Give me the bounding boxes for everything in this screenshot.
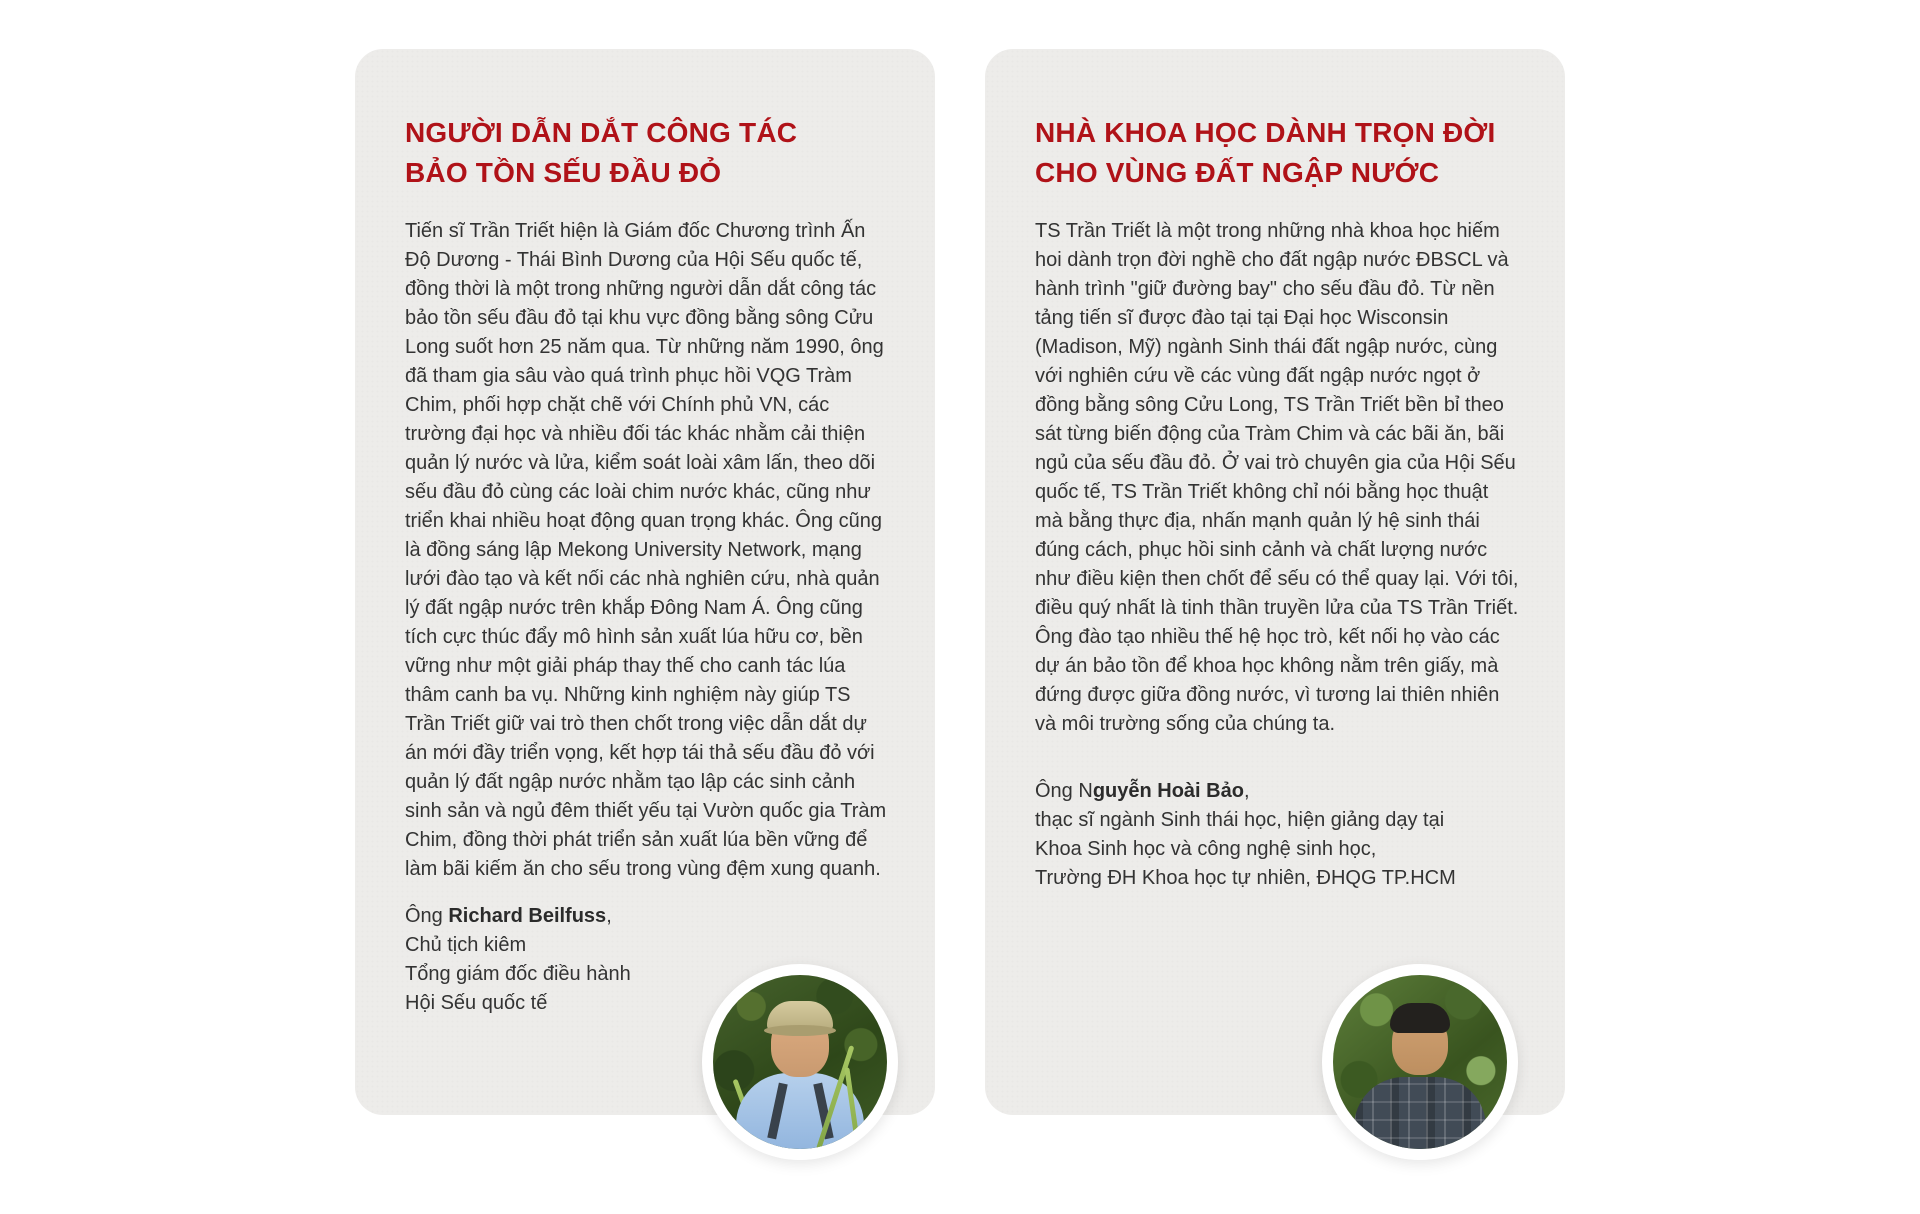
- signature-suffix: ,: [606, 905, 612, 927]
- card-right-heading-line1: NHÀ KHOA HỌC DÀNH TRỌN ĐỜI: [1035, 117, 1496, 148]
- signature-prefix: Ông: [405, 905, 449, 927]
- card-right-heading-line2: CHO VÙNG ĐẤT NGẬP NƯỚC: [1035, 157, 1440, 188]
- signature-title-line: Tổng giám đốc điều hành: [405, 963, 631, 985]
- cap-brim: [764, 1025, 836, 1036]
- signature-name-line: [1035, 777, 1521, 806]
- signature-person-name: Richard Beilfuss: [448, 905, 607, 927]
- card-right-body-paragraph: TS Trần Triết là một trong những nhà khoa học hiếm hoi dành trọn đời nghề cho đất ngập nước ĐBSCL và hành trình "giữ đường bay" cho sếu đầu đỏ. Từ nền tảng tiến sĩ được đào tại tại Đại học Wisconsin (Madison, Mỹ) ngành Sinh thái đất ngập nước, cùng với nghiên cứu về các vùng đất ngập nước ngọt ở đồng bằng sông Cửu Long, TS Trần Triết bền bỉ theo sát từng biến động của Tràm Chim và các bãi ăn, bãi ngủ của sếu đầu đỏ. Ở vai trò chuyên gia của Hội Sếu quốc tế, TS Trần Triết không chỉ nói bằng học thuật mà bằng thực địa, nhấn mạnh quản lý hệ sinh thái đúng cách, phục hồi sinh cảnh và chất lượng nước như điều kiện then chốt để sếu có thể quay lại. Với tôi, điều quý nhất là tinh thần truyền lửa của TS Trần Triết. Ông đào tạo nhiều thế hệ học trò, kết nối họ vào các dự án bảo tồn để khoa học không nằm trên giấy, mà đứng được giữa đồng nước, vì tương lai thiên nhiên và môi trường sống của chúng ta.: [1035, 220, 1519, 735]
- signature-prefix: Ông N: [1035, 780, 1093, 802]
- card-right-signature: [1035, 777, 1521, 893]
- signature-org-line: Trường ĐH Khoa học tự nhiên, ĐHQG TP.HCM: [1035, 867, 1456, 889]
- person-hair: [1390, 1003, 1450, 1033]
- richard-beilfuss-photo: [702, 964, 898, 1160]
- card-wetland-scientist: [985, 49, 1565, 1115]
- signature-person-name: guyễn Hoài Bảo: [1092, 780, 1244, 802]
- signature-name-line: [405, 902, 891, 931]
- person-torso-blue-shirt: [736, 1073, 864, 1157]
- card-left-heading: [405, 113, 891, 193]
- card-left-body-paragraph: Tiến sĩ Trần Triết hiện là Giám đốc Chương trình Ấn Độ Dương - Thái Bình Dương của Hội Sếu quốc tế, đồng thời là một trong những người dẫn dắt công tác bảo tồn sếu đầu đỏ tại khu vực đồng bằng sông Cửu Long suốt hơn 25 năm qua. Từ những năm 1990, ông đã tham gia sâu vào quá trình phục hồi VQG Tràm Chim, phối hợp chặt chẽ với Chính phủ VN, các trường đại học và nhiều đối tác khác nhằm cải thiện quản lý nước và lửa, kiểm soát loài xâm lấn, theo dõi sếu đầu đỏ cùng các loài chim nước khác, cũng như triển khai nhiều hoạt động quan trọng khác. Ông cũng là đồng sáng lập Mekong University Network, mạng lưới đào tạo và kết nối các nhà nghiên cứu, nhà quản lý đất ngập nước trên khắp Đông Nam Á. Ông cũng tích cực thúc đẩy mô hình sản xuất lúa hữu cơ, bền vững như một giải pháp thay thế cho canh tác lúa thâm canh ba vụ. Những kinh nghiệm này giúp TS Trần Triết giữ vai trò then chốt trong việc dẫn dắt dự án mới đầy triển vọng, kết hợp tái thả sếu đầu đỏ với quản lý đất ngập nước nhằm tạo lập các sinh cảnh sinh sản và ngủ đêm thiết yếu tại Vườn quốc gia Tràm Chim, đồng thời phát triển sản xuất lúa bền vững để làm bãi kiếm ăn cho sếu trong vùng đệm xung quanh.: [405, 220, 887, 880]
- signature-title-line: thạc sĩ ngành Sinh thái học, hiện giảng dạy tại: [1035, 809, 1445, 831]
- person-torso-plaid-shirt: [1354, 1077, 1486, 1157]
- signature-suffix: ,: [1243, 780, 1250, 802]
- nguyen-hoai-bao-photo: [1322, 964, 1518, 1160]
- signature-title-line: Chủ tịch kiêm: [405, 934, 527, 956]
- card-left-heading-line2: BẢO TỒN SẾU ĐẦU ĐỎ: [405, 157, 722, 188]
- card-right-heading: [1035, 113, 1521, 193]
- signature-title-line: Khoa Sinh học và công nghệ sinh học,: [1035, 838, 1377, 860]
- signature-org-line: Hội Sếu quốc tế: [405, 992, 548, 1014]
- card-conservation-leader: [355, 49, 935, 1115]
- card-left-heading-line1: NGƯỜI DẪN DẮT CÔNG TÁC: [405, 117, 798, 148]
